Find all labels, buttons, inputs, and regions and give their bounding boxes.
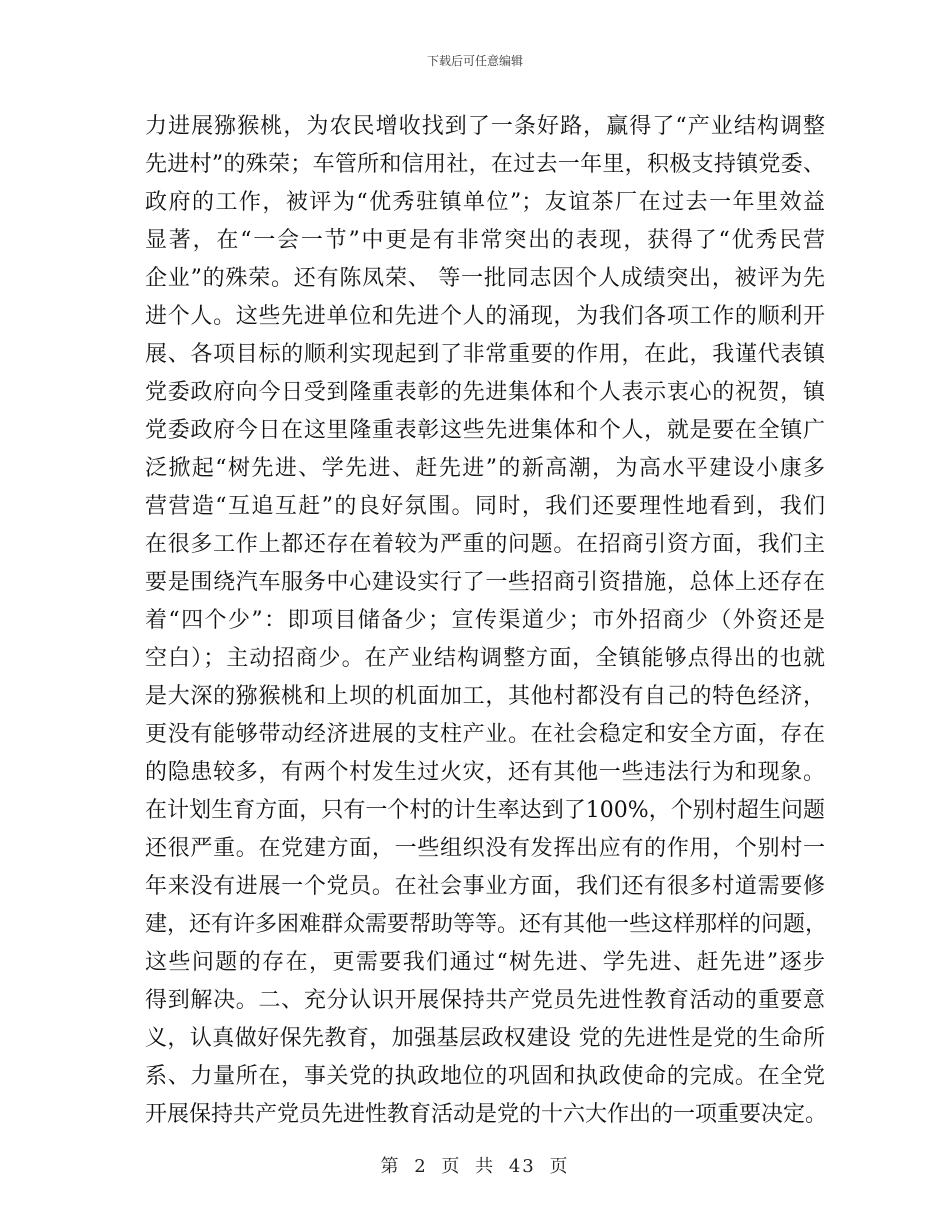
body-line: 展、各项目标的顺利实现起到了非常重要的作用，在此，我谨代表镇 [145,342,825,367]
page-header: 下载后可任意编辑 [426,54,523,68]
body-line: 显著，在“一会一节”中更是有非常突出的表现，获得了“优秀民营 [145,228,825,253]
body-line: 得到解决。二、充分认识开展保持共产党员先进性教育活动的重要意 [145,988,825,1013]
body-line: 进个人。这些先进单位和先进个人的涌现，为我们各项工作的顺利开 [145,304,825,329]
body-line: 先进村”的殊荣；车管所和信用社，在过去一年里，积极支持镇党委、 [145,152,825,177]
body-line: 在计划生育方面，只有一个村的计生率达到了100%，个别村超生问题 [145,798,825,823]
body-line: 是大深的猕猴桃和上坝的机面加工，其他村都没有自己的特色经济， [145,684,825,709]
body-line: 营营造“互追互赶”的良好氛围。同时，我们还要理性地看到，我们 [145,494,825,519]
body-line: 企业”的殊荣。还有陈凤荣、 等一批同志因个人成绩突出，被评为先 [145,266,825,291]
document-body [145,108,828,1134]
body-line: 要是围绕汽车服务中心建设实行了一些招商引资措施，总体上还存在 [145,570,825,595]
body-line: 还很严重。在党建方面，一些组织没有发挥出应有的作用，个别村一 [145,836,825,861]
body-line: 这些问题的存在，更需要我们通过“树先进、学先进、赶先进”逐步 [145,950,825,975]
body-line: 着“四个少”：即项目储备少；宣传渠道少；市外招商少（外资还是 [145,608,825,633]
body-line: 在很多工作上都还存在着较为严重的问题。在招商引资方面，我们主 [145,532,825,557]
body-line: 政府的工作，被评为“优秀驻镇单位”；友谊茶厂在过去一年里效益 [145,190,825,215]
body-line: 的隐患较多，有两个村发生过火灾，还有其他一些违法行为和现象。 [145,760,825,785]
body-line: 建，还有许多困难群众需要帮助等等。还有其他一些这样那样的问题， [145,912,828,937]
body-line: 空白）；主动招商少。在产业结构调整方面，全镇能够点得出的也就 [145,646,825,671]
body-line: 泛掀起“树先进、学先进、赶先进”的新高潮，为高水平建设小康多 [145,456,825,481]
body-line: 年来没有进展一个党员。在社会事业方面，我们还有很多村道需要修 [145,874,825,899]
body-line: 党委政府向今日受到隆重表彰的先进集体和个人表示衷心的祝贺，镇 [145,380,825,405]
body-line: 开展保持共产党员先进性教育活动是党的十六大作出的一项重要决定。 [145,1102,828,1127]
body-line: 义，认真做好保先教育，加强基层政权建设 党的先进性是党的生命所 [145,1026,825,1051]
body-line: 系、力量所在，事关党的执政地位的巩固和执政使命的完成。在全党 [145,1064,825,1089]
body-line: 党委政府今日在这里隆重表彰这些先进集体和个人，就是要在全镇广 [145,418,825,443]
body-line: 更没有能够带动经济进展的支柱产业。在社会稳定和安全方面，存在 [145,722,825,747]
page-number: 第 2 页 共 43 页 [380,1156,570,1177]
body-line: 力进展猕猴桃，为农民增收找到了一条好路，赢得了“产业结构调整 [145,114,825,139]
